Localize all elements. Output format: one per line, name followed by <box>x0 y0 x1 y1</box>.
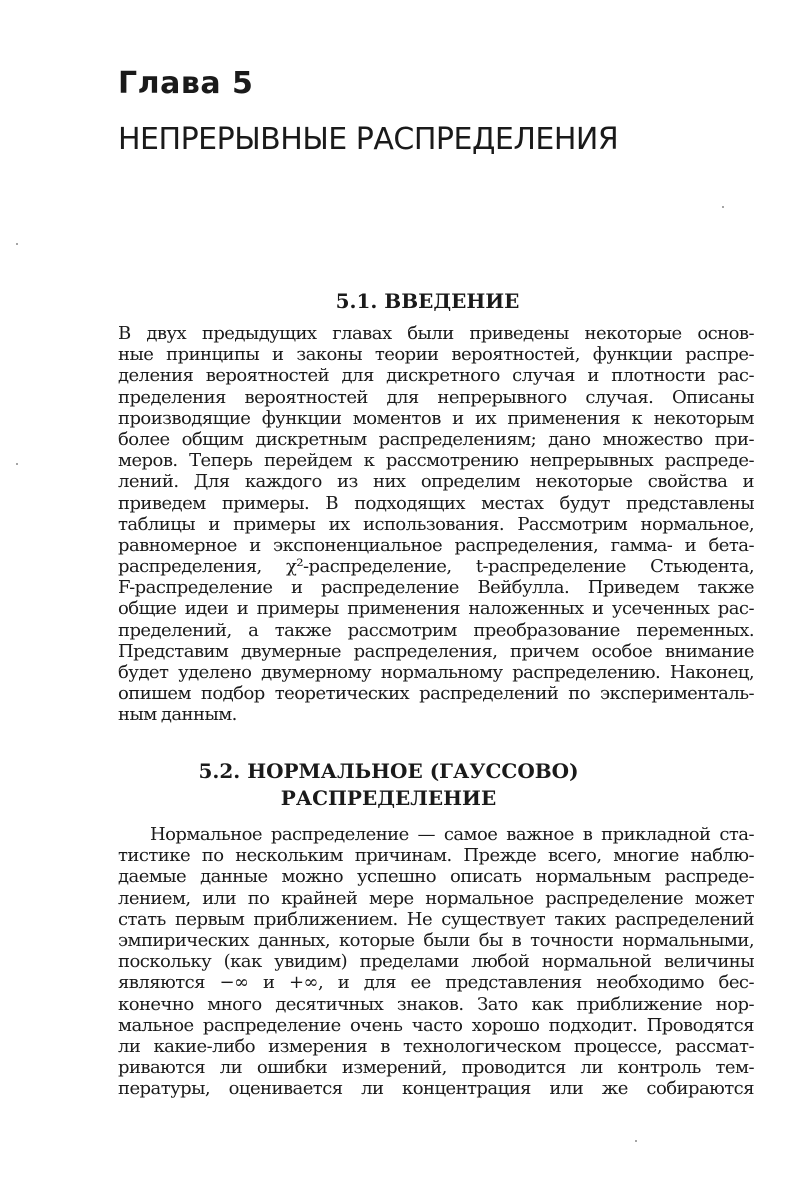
text-line: риваются ли ошибки измерений, проводится ли контроль тем- <box>118 1057 754 1079</box>
section-heading-normal <box>0 758 797 812</box>
text-line: деления вероятностей для дискретного случая и плотности рас- <box>118 365 754 387</box>
text-line: пературы, оценивается ли концентрация или же собираются <box>118 1078 754 1100</box>
text-line: будет уделено двумерному нормальному распределению. Наконец, <box>118 662 754 683</box>
scan-speck <box>635 1140 637 1142</box>
text-line: таблицы и примеры их использования. Рассмотрим нормальное, <box>118 513 754 535</box>
scan-speck <box>16 463 18 465</box>
section-heading-line: 5.2. НОРМАЛЬНОЕ (ГАУССОВО) <box>198 759 579 783</box>
intro-paragraph <box>118 323 754 726</box>
text-line: распределения, χ²-распределение, t-распределение Стьюдента, <box>118 556 754 578</box>
text-line: лений. Для каждого из них определим некоторые свойства и <box>118 471 754 493</box>
text-line: ным данным. <box>118 704 237 726</box>
text-line: даемые данные можно успешно описать нормальным распреде- <box>118 866 754 888</box>
text-line: ные принципы и законы теории вероятностей, функции распре- <box>118 344 754 366</box>
text-line: мальное распределение очень часто хорошо подходит. Проводятся <box>118 1014 754 1036</box>
text-line: Представим двумерные распределения, причем особое внимание <box>118 640 754 662</box>
text-line: общие идеи и примеры применения наложенных и усеченных рас- <box>118 598 754 620</box>
text-line: являются −∞ и +∞, и для ее представления необходимо бес- <box>118 972 754 994</box>
normal-paragraph <box>118 824 754 1099</box>
text-line: эмпирических данных, которые были бы в точности нормальными, <box>118 929 754 951</box>
text-line: стать первым приближением. Не существует таких распределений <box>118 908 754 930</box>
text-line: поскольку (как увидим) пределами любой нормальной величины <box>118 951 754 973</box>
text-line: равномерное и экспоненциальное распределения, гамма- и бета- <box>118 534 754 556</box>
text-line: опишем подбор теоретических распределений по эксперименталь- <box>118 683 754 705</box>
section-heading-line: РАСПРЕДЕЛЕНИЕ <box>280 786 497 810</box>
text-line: более общим дискретным распределениям; дано множество при- <box>118 428 754 450</box>
text-line: В двух предыдущих главах были приведены некоторые основ- <box>118 323 754 344</box>
scan-speck <box>722 206 724 208</box>
scan-speck <box>16 243 18 245</box>
text-line: тистике по нескольким причинам. Прежде всего, многие наблю- <box>118 845 754 867</box>
chapter-label: Глава 5 <box>118 66 254 101</box>
chapter-title: НЕПРЕРЫВНЫЕ РАСПРЕДЕЛЕНИЯ <box>118 122 619 157</box>
text-line: конечно много десятичных знаков. Зато как приближение нор- <box>118 993 754 1015</box>
text-line: F-распределение и распределение Вейбулла. Приведем также <box>118 577 754 599</box>
text-line: пределений, а также рассмотрим преобразование переменных. <box>118 619 754 641</box>
text-line: ли какие-либо измерения в технологическом процессе, рассмат- <box>118 1035 754 1057</box>
text-line: меров. Теперь перейдем к рассмотрению непрерывных распреде- <box>118 450 754 472</box>
text-line: лением, или по крайней мере нормальное распределение может <box>118 887 754 909</box>
text-line: приведем примеры. В подходящих местах будут представлены <box>118 492 754 514</box>
section-heading-intro: 5.1. ВВЕДЕНИЕ <box>335 289 520 313</box>
text-line: пределения вероятностей для непрерывного случая. Описаны <box>118 386 754 408</box>
text-line: Нормальное распределение — самое важное в прикладной ста- <box>150 824 754 845</box>
text-line: производящие функции моментов и их применения к некоторым <box>118 407 754 429</box>
